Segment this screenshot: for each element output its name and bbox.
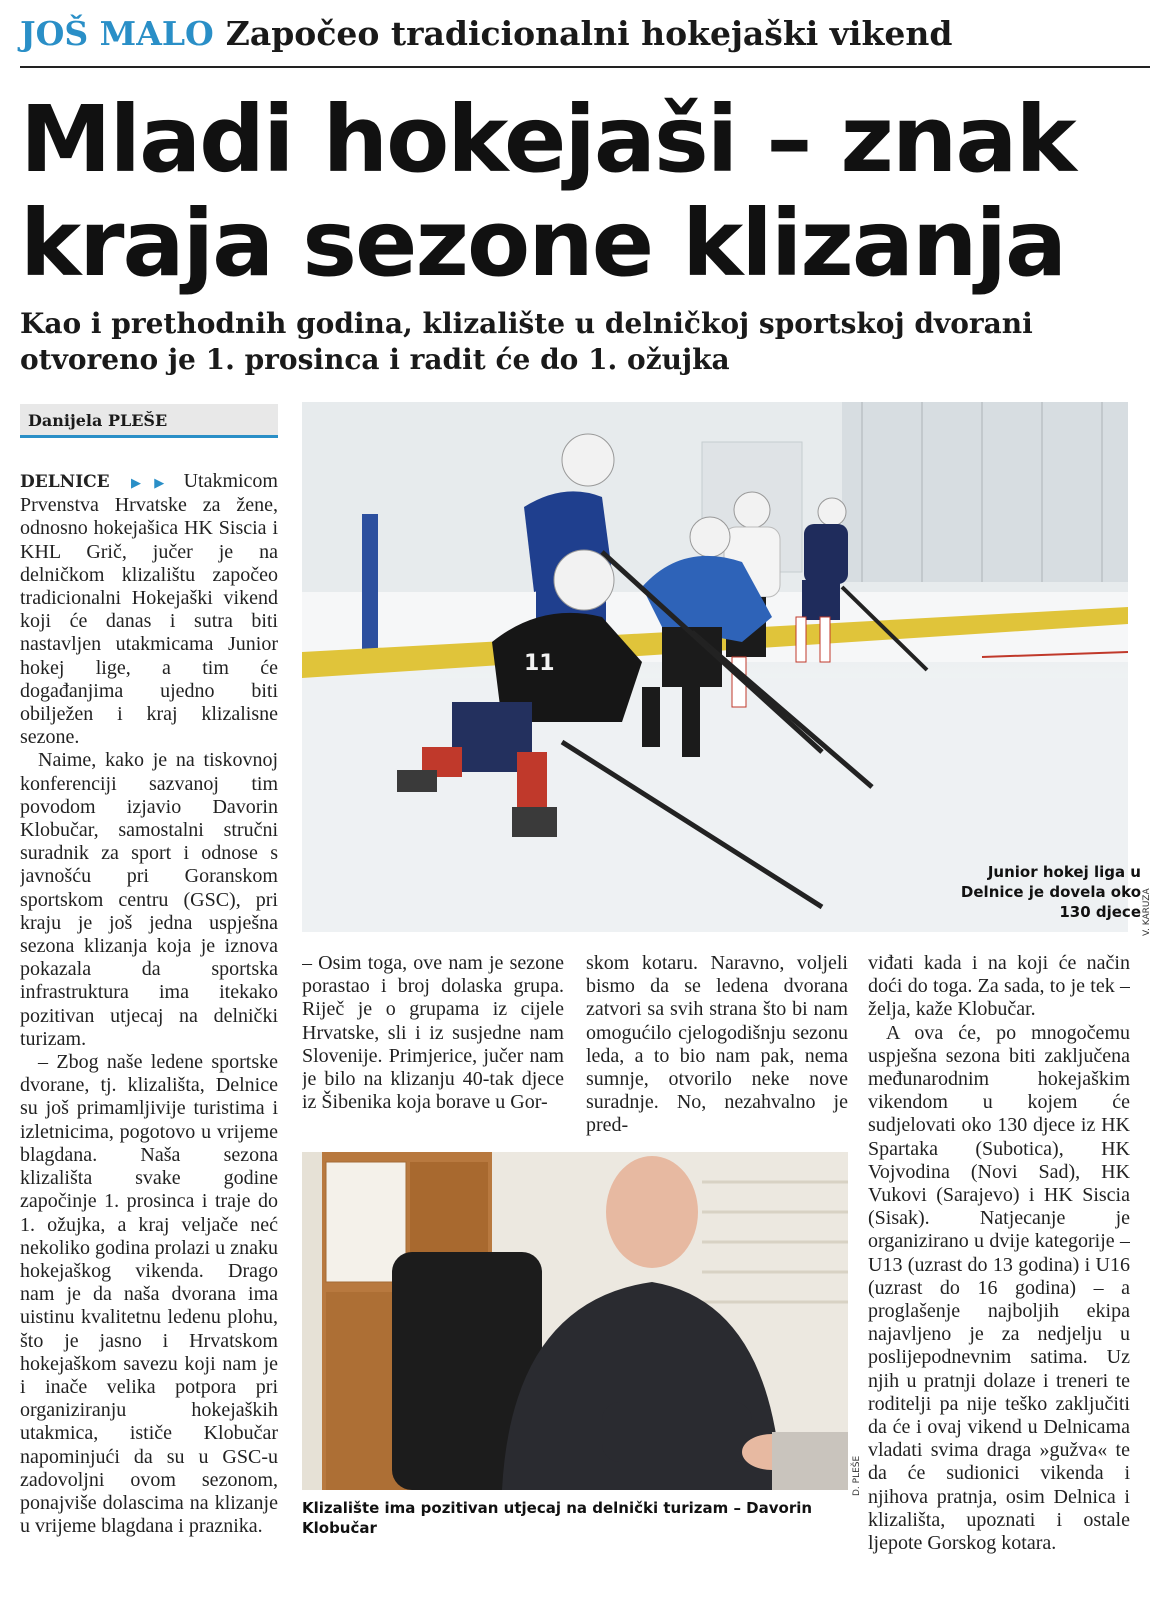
hockey-photo-credit-text: V. KARUZA: [1142, 888, 1152, 936]
body-paragraph: A ova će, po mnogočemu uspješna sezona biti zaključena međunarodnim hokejaškim vikendom u kojem će sudjelovati oko 130 djece iz HK Spartaka (Subotica), HK Vojvodina (Novi Sad), HK Vukovi (Sarajevo) i HK Siscia (Sisak). Natjecanje je organizirano u dvije kategorije – U13 (uzrast do 13 godina) i U16 (uzrast do 16 godina) – a proglašenje najboljih ekipa najavljeno je za nedjelju u poslijepodnevnim satima. Uz njih u pratnji dolaze i treneri te roditelji pa nije teško zaključiti da će i ovaj vikend u Delnicama vladati svima draga »gužva« te da će sudionici vikenda i njihova pratnja, osim Delnica i klizališta, upoznati i ostale ljepote Gorskog kotara.: [868, 1021, 1130, 1555]
portrait-photo-illustration: [302, 1152, 848, 1490]
body-paragraph: – Zbog naše ledene sportske dvorane, tj. klizališta, Delnice su još primamljivije turistima i izletnicima, pogotovo u vrijeme blagdana. Naša sezona klizališta svake godine započinje 1. prosinca i traje do 1. ožujka, a kraj veljače neć nekoliko godina prolazi u znaku hokejaškog vikenda. Drago nam je da naša dvorana ima uistinu kvalitetnu ledenu plohu, što je jasno i Hrvatskom hokejaškom savezu koji nam je i inače velika potpora pri organiziranju hokejaških utakmica, ističe Klobučar napominjući da su u GSC-u zadovoljni ovom sezonom, ponajviše dolascima na klizanje u vrijeme blagdana i praznika.: [20, 1051, 278, 1538]
portrait-photo-credit: [852, 1430, 866, 1500]
body-text: Utakmicom Prvenstva Hrvatske za žene, odnosno hokejašica HK Siscia i KHL Grič, jučer je na delničkom klizalištu započeo tradicionalni Hokejaški vikend koji će danas i sutra biti nastavljen utakmicama Junior hokej lige, a tim će događanjima ujedno biti obilježen i kraj klizalisne sezone.: [20, 470, 278, 749]
hockey-photo-credit: [1140, 870, 1160, 940]
body-paragraph: viđati kada i na koji će način doći do toga. Za sada, to je tek – želja, kaže Klobučar.: [868, 952, 1130, 1021]
body-column-1: [20, 470, 278, 1590]
body-column-2: [302, 952, 564, 1142]
byline: Danijela PLEŠE: [20, 404, 278, 438]
hockey-photo-caption: Junior hokej liga u Delnice je dovela oko 130 djece: [960, 863, 1141, 921]
kicker-text: Započeo tradicionalni hokejaški vikend: [225, 14, 953, 53]
portrait-photo-credit-text: D. PLEŠE: [852, 1455, 862, 1496]
body-paragraph: Naime, kako je na tiskovnoj konferenciji sazvanoj tim povodom izjavio Davorin Klobučar, samostalni stručni suradnik za sport i odnose s javnošću pri Goranskom sportskom centru (GSC), pri kraju je još jedna uspješna sezona klizanja koja je iznova pokazala da sportska infrastruktura ima itekako pozitivan utjecaj na delnički turizam.: [20, 749, 278, 1050]
headline-line-1: Mladi hokejaši – znak: [20, 86, 1075, 193]
body-column-3: [586, 952, 848, 1142]
dateline-arrow-icon: ▶▶: [117, 475, 178, 490]
body-column-4: [868, 952, 1130, 1592]
headline-line-2: kraja sezone klizanja: [20, 190, 1066, 297]
portrait-photo: [302, 1152, 848, 1490]
deck-line-2: otvoreno je 1. prosinca i radit će do 1. ožujka: [20, 343, 730, 376]
kicker-tag: JOŠ MALO: [20, 14, 214, 53]
body-paragraph: skom kotaru. Naravno, voljeli bismo da se ledena dvorana zatvori sa svih strana što bi nam omogućilo cjelogodišnju sezonu leda, a to bio nam pak, nema sumnje, otvorilo neke nove suradnje. No, nezahvalno je pred-: [586, 952, 848, 1137]
headline: [20, 88, 1160, 296]
kicker-rule: [20, 66, 1150, 68]
portrait-photo-caption: Klizalište ima pozitivan utjecaj na delnički turizam – Davorin Klobučar: [302, 1499, 813, 1537]
deck: [20, 306, 1140, 378]
body-paragraph: – Osim toga, ove nam je sezone porastao i broj dolaska grupa. Riječ je o grupama iz cijele Hrvatske, sli i iz susjedne nam Slovenije. Primjerice, jučer nam je bilo na klizanju 40-tak djece iz Šibenika koja borave u Gor-: [302, 952, 564, 1114]
hockey-photo-illustration: [302, 402, 1128, 932]
body-paragraph: [20, 470, 278, 749]
dateline: DELNICE: [20, 472, 110, 492]
hockey-photo: [302, 402, 1128, 932]
kicker: [20, 14, 1150, 64]
deck-line-1: Kao i prethodnih godina, klizalište u delničkoj sportskoj dvorani: [20, 307, 1033, 340]
jersey-number: 11: [524, 651, 555, 676]
